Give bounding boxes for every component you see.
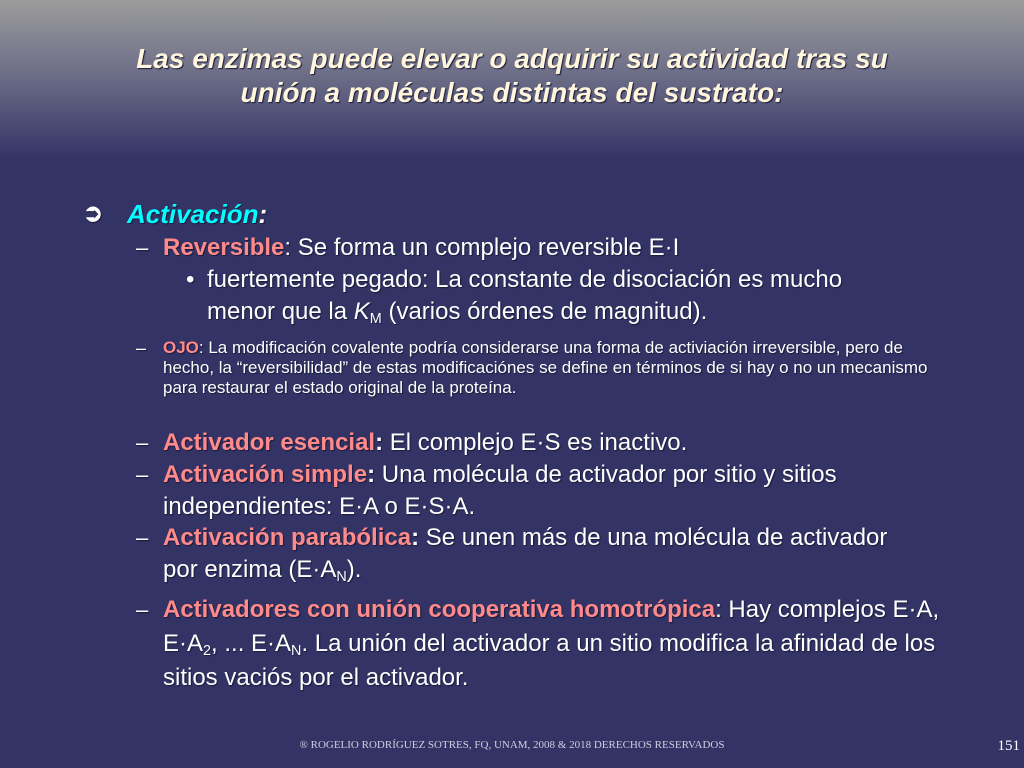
k-subscript: M bbox=[369, 311, 382, 327]
reversible-desc: : Se forma un complejo reversible E·I bbox=[284, 234, 680, 261]
activacion-heading bbox=[127, 198, 267, 230]
item-cooperativa-text bbox=[163, 593, 953, 695]
page-number: 151 bbox=[997, 738, 1020, 754]
title-line-1: Las enzimas puede elevar o adquirir su actividad tras su bbox=[136, 43, 888, 74]
esencial-desc: El complejo E·S es inactivo. bbox=[383, 429, 688, 456]
simple-desc: Una molécula de activador por sitio y sitios independientes: E·A o E·S·A. bbox=[163, 461, 837, 520]
term-ojo: OJO bbox=[163, 338, 199, 357]
item-reversible-text bbox=[163, 232, 953, 264]
dash-bullet: – bbox=[136, 525, 149, 550]
dash-bullet: – bbox=[136, 462, 149, 487]
k-symbol: K bbox=[353, 298, 370, 325]
copyright-footer: ® ROGELIO RODRÍGUEZ SOTRES, FQ, UNAM, 2008 & 2018 DERECHOS RESERVADOS bbox=[299, 739, 725, 751]
parabolica-colon: : bbox=[411, 524, 420, 551]
ojo-desc: : La modificación covalente podría considerarse una forma de activiación irreversible, pero de hecho, la “reversibilidad” de estas modificaciónes se define en términos de si hay o no un mecanismo para restaurar el estado original de la proteína. bbox=[163, 338, 928, 397]
term-activador-esencial: Activador esencial bbox=[163, 429, 376, 456]
reversible-sub-b: (varios órdenes de magnitud). bbox=[381, 298, 708, 325]
title-line-2: unión a moléculas distintas del sustrato: bbox=[240, 77, 784, 108]
parabolica-subscript: N bbox=[336, 569, 347, 585]
esencial-colon: : bbox=[375, 429, 384, 456]
term-reversible: Reversible bbox=[163, 234, 285, 261]
dash-bullet: – bbox=[136, 597, 149, 622]
item-simple-text bbox=[163, 459, 923, 523]
dot-bullet: • bbox=[186, 266, 195, 293]
parabolica-desc-b: ). bbox=[346, 556, 362, 583]
cooperativa-subscript-2: 2 bbox=[203, 643, 212, 659]
activacion-colon: : bbox=[258, 199, 268, 229]
activacion-label: Activación bbox=[127, 199, 259, 229]
item-ojo-text bbox=[163, 338, 933, 398]
item-esencial-text bbox=[163, 427, 953, 459]
reversible-sub-a: fuertemente pegado: La constante de disociación es mucho menor que la bbox=[207, 266, 843, 325]
parabolica-desc-a: Se unen más de una molécula de activador por enzima (E·A bbox=[163, 524, 888, 583]
term-activacion-parabolica: Activación parabólica bbox=[163, 524, 412, 551]
term-activadores-cooperativa: Activadores con unión cooperativa homotrópica bbox=[163, 596, 716, 623]
reversible-sub-text bbox=[207, 264, 907, 328]
simple-colon: : bbox=[367, 461, 376, 488]
dash-bullet: – bbox=[136, 235, 149, 260]
cooperativa-desc-a: : Hay complejos E·A, E·A bbox=[163, 596, 940, 657]
dash-bullet: – bbox=[136, 430, 149, 455]
term-activacion-simple: Activación simple bbox=[163, 461, 368, 488]
arrow-bullet-icon: ➲ bbox=[83, 200, 104, 227]
cooperativa-subscript-n: N bbox=[291, 643, 302, 659]
cooperativa-desc-b: , ... E·A bbox=[211, 630, 292, 657]
dash-bullet: – bbox=[136, 338, 147, 358]
item-parabolica-text bbox=[163, 522, 923, 586]
cooperativa-desc-c: . La unión del activador a un sitio modifica la afinidad de los sitios vaciós por el activador. bbox=[163, 630, 936, 691]
